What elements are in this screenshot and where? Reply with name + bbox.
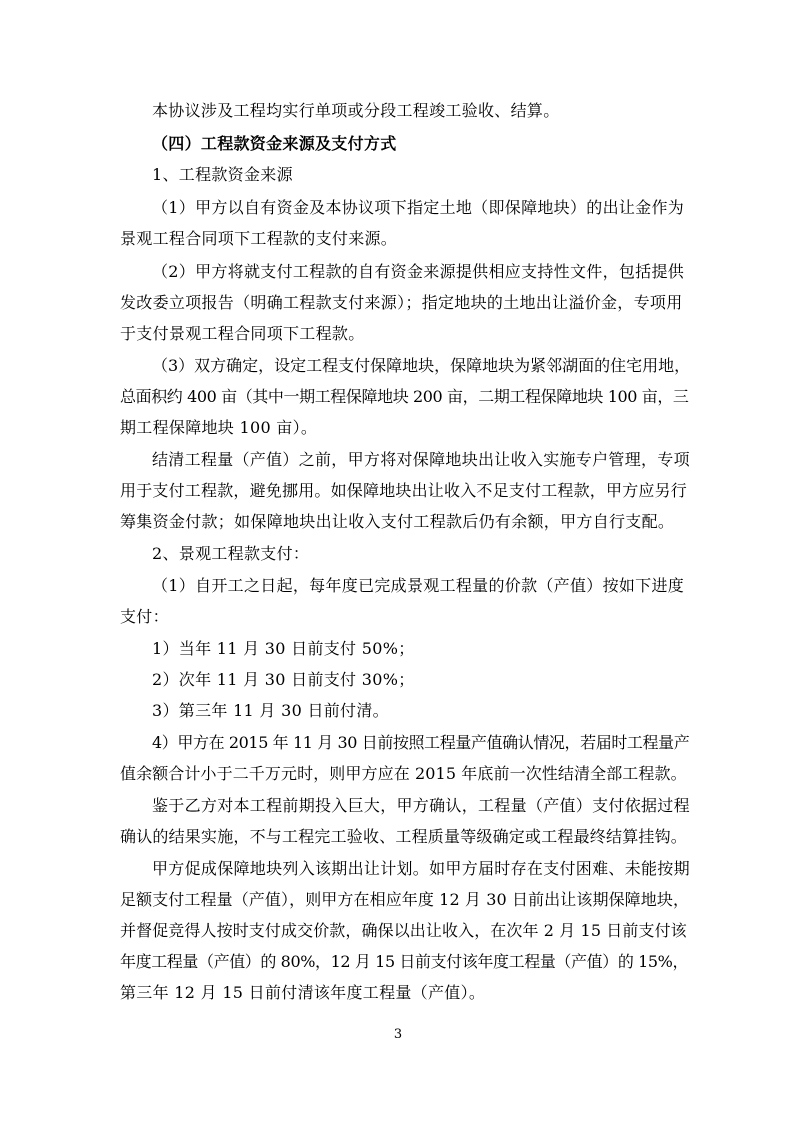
text-line: 第三年 12 月 15 日前付清该年度工程量（产值）。 [120, 983, 486, 1002]
text-line: 总面积约 400 亩（其中一期工程保障地块 200 亩，二期工程保障地块 100 亩，三 [120, 387, 689, 406]
text-line: 甲方促成保障地块列入该期出让计划。如甲方届时存在支付困难、未能按期 [152, 859, 690, 878]
text-line: 结清工程量（产值）之前，甲方将对保障地块出让收入实施专户管理，专项 [152, 450, 690, 469]
text-line: 足额支付工程量（产值），则甲方在相应年度 12 月 30 日前出让该期保障地块， [120, 890, 690, 909]
text-line: 并督促竞得人按时支付成交价款，确保以出让收入，在次年 2 月 15 日前支付该 [120, 921, 687, 940]
text-line: 确认的结果实施，不与工程完工验收、工程质量等级确定或工程最终结算挂钩。 [120, 827, 688, 846]
text-line: 筹集资金付款；如保障地块出让收入支付工程款后仍有余额，甲方自行支配。 [120, 512, 675, 531]
section-heading: （四）工程款资金来源及支付方式 [152, 134, 397, 153]
list-item: 4）甲方在 2015 年 11 月 30 日前按照工程量产值确认情况，若届时工程量产 [152, 733, 690, 752]
subsection-heading: 1、工程款资金来源 [152, 165, 293, 184]
text-line: 值余额合计小于二千万元时，则甲方应在 2015 年底前一次性结清全部工程款。 [120, 764, 687, 783]
text-line: 年度工程量（产值）的 80%，12 月 15 日前支付该年度工程量（产值）的 15%， [120, 952, 689, 971]
text-line: （3）双方确定，设定工程支付保障地块，保障地块为紧邻湖面的住宅用地， [152, 356, 691, 375]
page-number: 3 [393, 1027, 403, 1042]
text-line: 发改委立项报告（明确工程款支付来源）；指定地块的土地出让溢价金，专项用 [120, 293, 683, 312]
text-line: 用于支付工程款，避免挪用。如保障地块出让收入不足支付工程款，甲方应另行 [120, 481, 688, 500]
text-line: （1）甲方以自有资金及本协议项下指定土地（即保障地块）的出让金作为 [152, 198, 685, 217]
subsection-heading: 2、景观工程款支付： [152, 544, 310, 563]
list-item: 3）第三年 11 月 30 日前付清。 [152, 701, 389, 720]
text-line: 期工程保障地块 100 亩）。 [120, 418, 318, 437]
list-item: 2）次年 11 月 30 日前支付 30%； [152, 670, 415, 689]
text-line: 支付： [120, 607, 169, 626]
text-line: 本协议涉及工程均实行单项或分段工程竣工验收、结算。 [152, 101, 560, 120]
text-line: （1）自开工之日起，每年度已完成景观工程量的价款（产值）按如下进度 [152, 576, 685, 595]
text-line: （2）甲方将就支付工程款的自有资金来源提供相应支持性文件，包括提供 [152, 262, 685, 281]
text-line: 景观工程合同项下工程款的支付来源。 [120, 229, 398, 248]
text-line: 鉴于乙方对本工程前期投入巨大，甲方确认，工程量（产值）支付依据过程 [152, 796, 690, 815]
list-item: 1）当年 11 月 30 日前支付 50%； [152, 639, 415, 658]
text-line: 于支付景观工程合同项下工程款。 [120, 324, 365, 343]
